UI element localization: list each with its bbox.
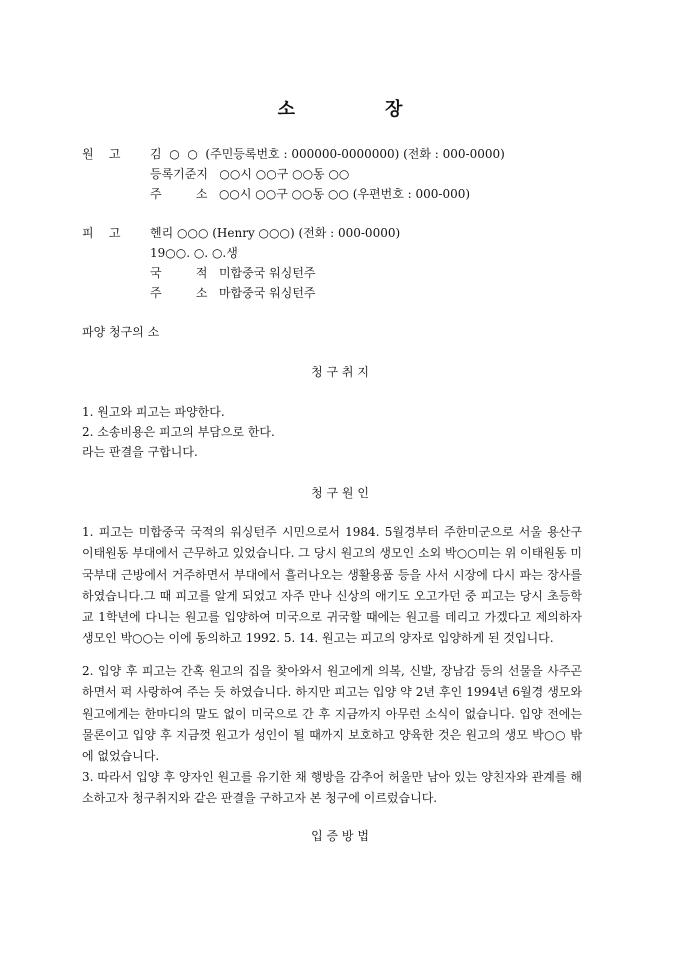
- plaintiff-name-line: 김 ○ ○ (주민등록번호 : 000000-0000000) (전화 : 000-0000): [150, 147, 505, 161]
- claim-cause-heading: 청 구 원 인: [311, 486, 369, 500]
- evidence-heading: 입 증 방 법: [311, 829, 369, 843]
- title-char-1: 소: [277, 99, 295, 120]
- title-char-2: 장: [385, 99, 403, 120]
- claim-purpose-item-1: 1. 원고와 피고는 파양한다.: [82, 405, 225, 419]
- defendant-name-line: 헨리 ○○○ (Henry ○○○) (전화 : 000-0000): [150, 226, 401, 240]
- plaintiff-registry-line: 등록기준지 ○○시 ○○구 ○○동 ○○: [150, 167, 350, 181]
- document-title: [0, 95, 680, 121]
- claim-purpose-heading: 청 구 취 지: [311, 365, 369, 379]
- defendant-label: 피 고: [82, 226, 121, 240]
- claim-cause-item-3: 3. 따라서 입양 후 양자인 원고를 유기한 채 행방을 감추어 허울만 남아 있는 양친자와 관계를 해소하고자 청구취지와 같은 판결을 구하고자 본 청구에 이르렀습니다.: [82, 770, 582, 806]
- claim-cause-item-2: 2. 입양 후 피고는 간혹 원고의 집을 찾아와서 원고에게 의복, 신발, 장남감 등의 선물을 사주곤 하면서 퍽 사랑하여 주는 듯 하였습니다. 하지만 피고는 입양 약 2년 후인 1994년 6월경 생모와 원고에게는 한마디의 말도 없이 미국으로 간 후 지금까지 아무런 소식이 없습니다. 입양 전에는 물론이고 입양 후 지금껏 원고가 성인이 될 때까지 보호하고 양육한 것은 원고의 생모 박○○ 밖에 없었습니다.: [82, 664, 582, 764]
- plaintiff-address-line: 주 소 ○○시 ○○구 ○○동 ○○ (우편번호 : 000-000): [150, 187, 471, 201]
- case-name: 파양 청구의 소: [82, 325, 160, 339]
- claim-cause-item-1: 1. 피고는 미합중국 국적의 워싱턴주 시민으로서 1984. 5월경부터 주한미군으로 서울 용산구 이태원동 부대에서 근무하고 있었습니다. 그 당시 원고의 생모인 소외 박○○미는 위 이태원동 미국부대 근방에서 거주하면서 부대에서 흘러나오는 생활용품 등을 사서 시장에 다시 파는 장사를 하였습니다.그 때 피고를 알게 되었고 자주 만나 신상의 애기도 오고가던 중 피고는 당시 초등학교 1학년에 다니는 원고를 입양하여 미국으로 귀국할 때에는 원고를 데리고 가겠다고 제의하자 생모인 박○○는 이에 동의하고 1992. 5. 14. 원고는 피고의 양자로 입양하게 된 것입니다.: [82, 525, 582, 646]
- plaintiff-label: 원 고: [82, 147, 121, 161]
- defendant-address-line: 주 소 마합중국 워싱턴주: [150, 286, 316, 300]
- defendant-birth-line: 19○○. ○. ○.생: [150, 246, 238, 260]
- claim-purpose-item-2: 2. 소송비용은 피고의 부담으로 한다.: [82, 425, 275, 439]
- defendant-nationality-line: 국 적 미합중국 워싱턴주: [150, 266, 316, 280]
- claim-purpose-conclusion: 라는 판결을 구합니다.: [82, 445, 198, 459]
